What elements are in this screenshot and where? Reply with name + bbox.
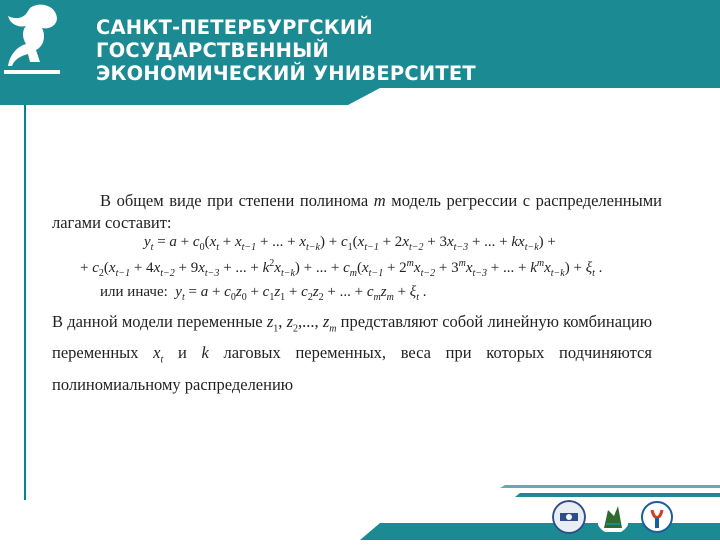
- header-banner: [0, 0, 720, 105]
- university-line-3: ЭКОНОМИЧЕСКИЙ УНИВЕРСИТЕТ: [96, 62, 476, 85]
- paragraph-explanation: В данной модели переменные $z_1$, $z_2$,..., $z_m$ представляют собой линейную комбинацию переменных $x_t$ и k лаговых переменных, веса при которых подчиняются полиномиальному распределению: [52, 312, 653, 394]
- side-divider: [24, 105, 26, 500]
- formula-line-2: + $c_2(x_{t-1} + 4x_{t-2} + 9x_{t-3}$ + ... + $k^2x_{t-k}$) + ... + $c_m(x_{t-1} + 2^mx_{t-2} + 3^mx_{t-3}$ + ... + $k^mx_{t-k}) + \xi_t$ .: [80, 258, 603, 279]
- slide-content: [52, 190, 662, 394]
- university-line-2: ГОСУДАРСТВЕННЫЙ: [96, 39, 330, 62]
- university-line-1: САНКТ-ПЕТЕРБУРГСКИЙ: [96, 16, 373, 39]
- footer-logos: [552, 500, 674, 534]
- formula-prefix: или иначе:: [100, 284, 168, 300]
- griffin-emblem-icon: [596, 500, 630, 534]
- formula-line-3: или иначе: $y_t = a + c_0z_0 + c_1z_1 + c_2z_2$ + ... + $c_mz_m + \xi_t$ .: [100, 284, 427, 303]
- emblem-icon: [640, 500, 674, 534]
- paragraph-intro: В общем виде при степени полинома m модель регрессии с распределенными лагами составит:: [52, 191, 662, 232]
- griffin-logo-icon: [0, 0, 70, 78]
- university-seal-icon: [552, 500, 586, 534]
- formula-line-1: $y_t = a + c_0(x_t + x_{t-1}$ + ... + $x_{t-k}) + c_1(x_{t-1} + 2x_{t-2} + 3x_{t-3}$ + ... + $kx_{t-k}$) +: [144, 234, 556, 253]
- university-name: [96, 16, 476, 85]
